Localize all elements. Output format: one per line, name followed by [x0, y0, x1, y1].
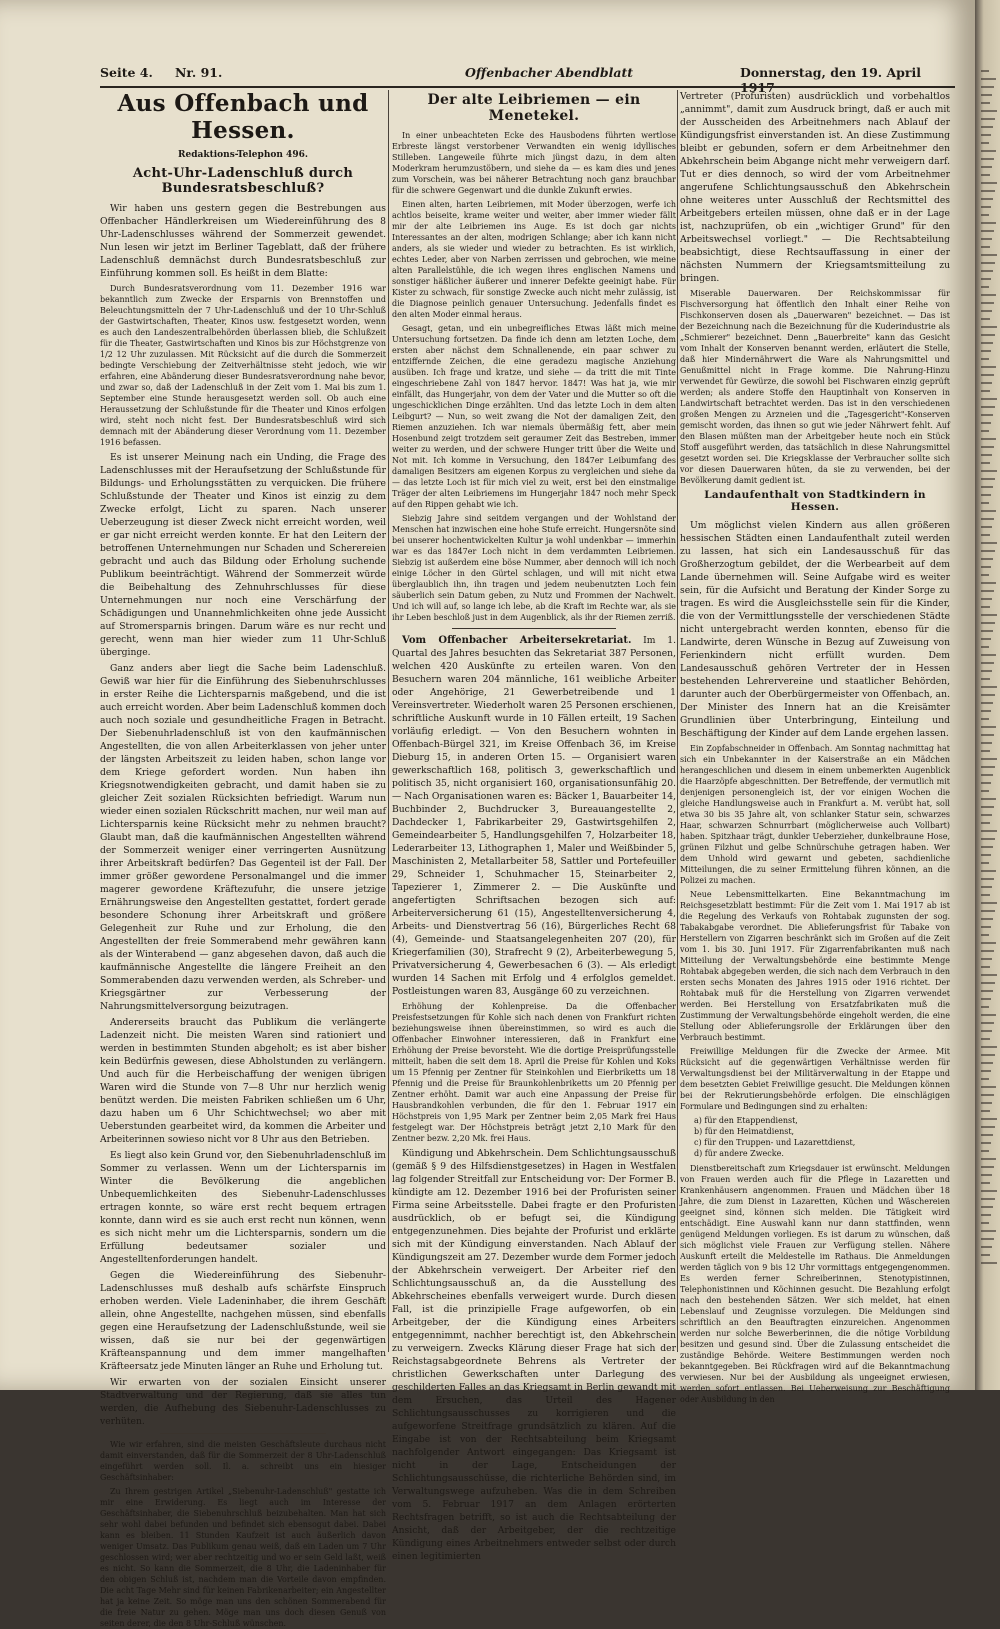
article-title: Acht-Uhr-Ladenschluß durch Bundesratsbeschluß? [132, 166, 354, 196]
adjacent-page-line [981, 86, 994, 88]
adjacent-page-line [981, 934, 989, 936]
adjacent-page-line [981, 134, 991, 136]
column-3 [680, 90, 950, 1404]
adjacent-page-line [981, 574, 989, 576]
paragraph: Freiwillige Meldungen für die Zwecke der Armee. Mit Rücksicht auf die gegenwärtigen Verhältnisse werden für Verwaltungsdienst bei der Militärverwaltung in der Etappe und dem besetzten Gebiet Freiwillige gesucht. Die Meldungen können bei der Rekrutierungsbehörde erfolgen. Die einschlägigen Formulare und Bedingungen sind zu erhalten: [680, 1047, 950, 1111]
adjacent-page-line [981, 830, 997, 832]
adjacent-page-line [981, 1134, 993, 1136]
adjacent-page-line [981, 118, 995, 120]
adjacent-page-line [981, 982, 995, 984]
adjacent-page-line [981, 1222, 989, 1224]
adjacent-page-line [981, 1062, 993, 1064]
adjacent-page-line [981, 1046, 997, 1048]
column-2 [392, 90, 676, 1562]
issue-date: Donnerstag, den 19. April [740, 65, 921, 80]
adjacent-page-line [981, 862, 989, 864]
adjacent-page-line [981, 726, 996, 728]
adjacent-page-line [981, 630, 993, 632]
list-item: c) für den Truppen- und Lazarettdienst, [694, 1138, 856, 1147]
column-1 [100, 90, 386, 1628]
paragraph: Einen alten, harten Leibriemen, mit Moder überzogen, werfe ich achtlos beiseite, krame weiter und weiter, aber immer wieder fällt mir der alte Leibriemen ins Auge. Es ist doch gar nichts Interessantes an der alten, modrigen Schlange; aber ich kann nicht anders, als sie wieder und wieder zu betrachten. Es ist wirklich, echtes Leder, aber von Narben zerrissen und gebrochen, wie meine alten Parallelstühle, die ich wegen ihres englischen Namens und sonstiger häßlicher äußerer und innerer Defekte geeinigt habe. Für Kister zu schwach, für sonstige Zwecke auch nicht mehr zulässig, ist die Diagnose peinlich genauer Untersuchung. Jedenfalls findet es den alten Moder einmal heraus. [392, 200, 676, 319]
paragraph: In einer unbeachteten Ecke des Hausbodens führten wertlose Erbreste längst verstorbener Verwandten ein wenig idyllisches Stilleben. Langeweile führte mich jüngst dazu, in dem alten Moderkram herumzustöbern, und siehe da — es kam dies und jenes zum Vorschein, was bei näherer Betrachtung noch ganz brauchbar für die schwere Gegenwart und die dunkle Zukunft erwies. [392, 131, 676, 195]
adjacent-page-line [981, 1254, 990, 1256]
adjacent-page-line [981, 214, 989, 216]
adjacent-page-line [981, 894, 990, 896]
column-rule [677, 90, 678, 1352]
adjacent-page-line [981, 950, 994, 952]
adjacent-page-line [981, 998, 991, 1000]
adjacent-page-line [981, 486, 993, 488]
adjacent-page-line [981, 350, 991, 352]
adjacent-page-text [981, 70, 998, 1270]
adjacent-page-line [981, 478, 995, 480]
paragraph: Dienstbereitschaft zum Kriegsdauer ist erwünscht. Meldungen von Frauen werden auch für die Pflege in Lazaretten und Krankenhäusern angenommen. Frauen und Mädchen über 18 Jahre, die zum Dienst in Lazaretten, Küchen und Wäschereien geeignet sind, können sich melden. Die Tätigkeit wird entschädigt. Eine Auswahl kann nur dann stattfinden, wenn genügend Meldungen vorliegen. Es ist darum zu wünschen, daß sich möglichst viele Frauen zur Verfügung stellen. Nähere Auskunft erteilt die Meldestelle im Rathaus. Die Anmeldungen werden täglich von 9 bis 12 Uhr vormittags entgegengenommen. Es werden ferner Schreiberinnen, Stenotypistinnen, Telephonistinnen und Köchinnen gesucht. Die Bezahlung erfolgt nach den bestehenden Sätzen. Wer sich meldet, hat einen Lebenslauf und Zeugnisse vorzulegen. Die Meldungen sind schriftlich an den Beauftragten einzureichen. Angenommen werden nur solche Bewerberinnen, die die nötige Vorbildung besitzen und gesund sind. Über die Zulassung entscheidet die zuständige Behörde. Weitere Bestimmungen werden noch bekanntgegeben. Bei Rückfragen wird auf die Bekanntmachung verwiesen. Nur bei der Ausbildung als ungeeignet erwiesen, werden sofort entlassen. Bei Ueberweisung zur Beschäftigung oder Ausbildung in den [680, 1164, 950, 1404]
article-title: Vom Offenbacher Arbeitersekretariat. [402, 635, 632, 646]
adjacent-page-line [981, 142, 989, 144]
adjacent-page-line [981, 470, 997, 472]
adjacent-page-line [981, 70, 989, 72]
adjacent-page-line [981, 1078, 989, 1080]
adjacent-page-line [981, 1190, 997, 1192]
newspaper-name: Offenbacher Abendblatt [465, 65, 634, 80]
adjacent-page-line [981, 846, 993, 848]
adjacent-page-line [981, 102, 990, 104]
adjacent-page-line [981, 806, 994, 808]
adjacent-page-line [981, 286, 989, 288]
adjacent-page-line [981, 1206, 993, 1208]
adjacent-page-line [981, 366, 996, 368]
adjacent-page-line [981, 246, 990, 248]
adjacent-page-line [981, 918, 993, 920]
adjacent-page-line [981, 606, 990, 608]
adjacent-page-line [981, 1070, 991, 1072]
adjacent-page-line [981, 758, 997, 760]
paragraph: Gesagt, getan, und ein unbegreifliches Etwas läßt mich meine Untersuchung fortsetzen. Da finde ich denn am letzten Loche, dem ersten aber nächst dem Schnallenende, ein paar schwer zu entziffernde Zeichen, die eine geradezu magische Anziehung ausüben. Ich frage und kratze, und siehe — da tritt die mit Tinte eingeschriebene Zahl von 1847 hervor. 1847! Was hat ja, wie mir einfällt, das Hungerjahr, von dem der Vater und die Mutter so oft die ungeschicklichen Dinge erzählten. Und das letzte Loch in dem alten Leibgurt? — Nun, so weit zwang die Not der damaligen Zeit, den Riemen anzuziehen. Ich war niemals übermäßig fett, aber mein Hosenbund zeigt trotzdem seit geraumer Zeit das Bestreben, immer weiter zu werden, und der schwere Hunger tritt über die Weite und Not mit. Ich komme in Versuchung, den 1847er Leibumfang des damaligen Besitzers am eigenen Korpus zu vergleichen und siehe da — das letzte Loch ist für mich viel zu weit, erst bei den einstmalige Träger der alten Leibriemens im Hungerjahr 1847 noch mehr Speck auf den Rippen gehabt wie ich. [392, 324, 676, 509]
adjacent-page-line [981, 1230, 996, 1232]
adjacent-page-line [981, 198, 993, 200]
adjacent-page-line [981, 694, 995, 696]
issue-number: Nr. 91. [175, 65, 223, 80]
adjacent-page-line [981, 1214, 991, 1216]
adjacent-page-line [981, 1022, 994, 1024]
adjacent-page-line [981, 974, 997, 976]
section-title: Aus Offenbach und Hessen. [117, 90, 369, 144]
adjacent-page-line [981, 942, 996, 944]
separator [452, 628, 616, 629]
adjacent-page-line [981, 1054, 995, 1056]
adjacent-page-line [981, 518, 994, 520]
adjacent-page-line [981, 590, 994, 592]
adjacent-page-line [981, 1182, 990, 1184]
article-title: Landaufenthalt von Stadtkindern in Hessen. [704, 489, 926, 513]
adjacent-page-line [981, 174, 990, 176]
adjacent-page-line [981, 150, 996, 152]
adjacent-page-line [981, 318, 990, 320]
adjacent-page-line [981, 1094, 994, 1096]
adjacent-page-line [981, 686, 997, 688]
adjacent-page-line [981, 78, 996, 80]
adjacent-page-line [981, 734, 994, 736]
adjacent-page-line [981, 158, 994, 160]
paragraph: Andererseits braucht das Publikum die verlängerte Ladenzeit nicht. Die meisten Waren sind rationiert und werden in bestimmten Stunden abgeholt; es ist aber bisher kein Bedürfnis gewesen, diese Abholstunden zu verlängern. Und auch für die Herbeischaffung der wenigen übrigen Waren wird die Stunde von 7—8 Uhr nur herzlich wenig benützt werden. Die meisten Fabriken schließen um 6 Uhr, dazu haben um 6 Uhr Schichtwechsel; wo aber mit Ueberstunden gearbeitet wird, da kommen die Arbeiter und Arbeiterinnen sowieso nicht vor 8 Uhr aus den Betrieben. [100, 1017, 386, 1145]
paragraph: Im 1. Quartal des Jahres besuchten das Sekretariat 387 Personen, welchen 420 Auskünfte zu erteilen waren. Von den Besuchern waren 204 männliche, 161 weibliche Arbeiter oder Angehörige, 21 Gewerbetreibende und 1 Vereinsvertreter. Wiederholt waren 25 Personen erschienen, schriftliche Auskunft wurde in 10 Fällen erteilt, 19 Sachen vorläufig erledigt. — Von den Besuchern wohnten in Offenbach-Bürgel 321, im Kreise Offenbach 36, im Kreise Dieburg 15, in anderen Orten 15. — Organisiert waren gewerkschaftlich 168, politisch 3, gewerkschaftlich und politisch 35, nicht organisiert 160, organisationsunfähig 20. — Nach Organisationen waren es: Bäcker 1, Bauarbeiter 14, Buchbinder 2, Buchdrucker 3, Bureauangestellte 2, Dachdecker 1, Fabrikarbeiter 29, Gastwirtsgehilfen 2, Gemeindearbeiter 5, Handlungsgehilfen 7, Holzarbeiter 18, Lederarbeiter 13, Lithographen 1, Maler und Weißbinder 5, Maschinisten 2, Metallarbeiter 58, Sattler und Portefeuiller 29, Schneider 1, Schuhmacher 15, Steinarbeiter 2, Tapezierer 1, Zimmerer 2. — Die Auskünfte und angefertigten Schriftsachen bezogen sich auf: Arbeiterversicherung 61 (15), Angestelltenversicherung 4, Arbeits- und Dienstvertrag 56 (16), Bürgerliches Recht 68 (4), Gemeinde- und Staatsangelegenheiten 207 (20), für Kriegerfamilien (30), Strafrecht 9 (2), Arbeiterbewegung 5, Privatversicherung 4, Gewerbesachen 6 (3). — Als erledigt wurden 14 Sachen mit Erfolg und 4 erfolglos gemeldet. Postleistungen waren 83, Ausgänge 60 zu verzeichnen. [392, 635, 676, 997]
adjacent-page-line [981, 1006, 989, 1008]
adjacent-page-line [981, 334, 995, 336]
adjacent-page-line [981, 206, 991, 208]
adjacent-page-line [981, 454, 992, 456]
adjacent-page-line [981, 966, 990, 968]
adjacent-page-line [981, 302, 994, 304]
adjacent-page-line [981, 414, 993, 416]
paragraph: Um möglichst vielen Kindern aus allen größeren hessischen Städten einen Landaufenthalt zuteil werden zu lassen, hat sich ein Landesausschuß für das Großherzogtum gebildet, der die Werbearbeit auf dem Lande übernehmen will. Seine Aufgabe wird es weiter sein, für die Aufsicht und Beratung der Kinder Sorge zu tragen. Es wird die Ausgleichsstelle sein für die Kinder, die von der Vermittlungsstelle der verschiedenen Städte nicht untergebracht werden konnten, ebenso für die Landwirte, deren Wünsche in Bezug auf Zuweisung von Ferienkindern nicht erfüllt wurden. Dem Landesausschuß gehören Vertreter der in Hessen bestehenden Lehrervereine und staatlicher Behörden, darunter auch der Oberbürgermeister von Offenbach, an. Der Minister des Innern hat an die Kreisämter Grundlinien über Unterbringung, Einteilung und Beschäftigung der Kinder auf dem Lande ergehen lassen. [680, 520, 950, 739]
adjacent-page-line [981, 1246, 992, 1248]
adjacent-page-line [981, 94, 992, 96]
quoted-paragraph: Durch Bundesratsverordnung vom 11. Dezember 1916 war bekanntlich zum Zwecke der Ersparnis von Brennstoffen und Beleuchtungsmitteln der 7 Uhr-Ladenschluß und der 10 Uhr-Schluß der Gastwirtschaften, Theater, Kinos usw. festgesetzt worden, wenn es auch den Landeszentralbehörden überlassen blieb, die Schlußzeit für die Theater, Gastwirtschaften und Kinos bis zur Höchstgrenze von 1/2 12 Uhr zuzulassen. Mit Rücksicht auf die durch die Sommerzeit bedingte Verschiebung der Zeitverhältnisse steht jedoch, wie wir erfahren, eine Abänderung dieser Bundesratsverordnung nahe bevor, und zwar so, daß der Ladenschluß in der Zeit vom 1. Mai bis zum 1. September eine Stunde herausgesetzt werden soll. Ob auch eine Heraussetzung der Schlußstunde für die Theater und Kinos erfolgen wird, steht noch nicht fest. Der Bundesratsbeschluß wird sich demnach mit der Abänderung dieser Verordnung vom 11. Dezember 1916 befassen. [100, 284, 386, 447]
adjacent-page-line [981, 310, 992, 312]
adjacent-page-line [981, 558, 993, 560]
adjacent-page-line [981, 710, 991, 712]
adjacent-page-line [981, 1198, 995, 1200]
adjacent-page-line [981, 926, 991, 928]
article-title: Der alte Leibriemen — ein Menetekel. [427, 92, 641, 124]
adjacent-page-line [981, 750, 990, 752]
adjacent-page-line [981, 1102, 992, 1104]
adjacent-page-line [981, 1158, 996, 1160]
adjacent-page-line [981, 1110, 990, 1112]
adjacent-page-line [981, 1174, 992, 1176]
adjacent-page-line [981, 1142, 991, 1144]
paragraph: Gegen die Wiedereinführung des Siebenuhr-Ladenschlusses muß deshalb aufs schärfste Einspruch erhoben werden. Viele Ladeninhaber, die ihrem Geschäft allein, ohne Angestellte, nachgehen müssen, sind ebenfalls gegen eine Heraufsetzung der Ladenschlußstunde, weil sie wissen, daß sie nur bei der gegenwärtigen Kräfteanspannung und dem immer mangelhaften Kräfteersatz jede Minuten länger an Ruhe und Erholung tut. [100, 1270, 386, 1372]
adjacent-page-line [981, 838, 995, 840]
adjacent-page-line [981, 190, 995, 192]
paragraph: Erhöhung der Kohlenpreise. Da die Offenbacher Preisfestsetzungen für Kohle sich nach denen von Frankfurt richten beziehungsweise ihnen übereinstimmen, so wird es auch die Offenbacher Einwohner interessieren, daß in Frankfurt eine Erhöhung der Preise bevorsteht. Wie die dortige Preisprüfungsstelle mitteilt, haben die seit dem 18. April die Preise für Kohlen und Koks um 15 Pfennig per Zentner für Steinkohlen und Eierbriketts um 18 Pfennig und die Preise für Braunkohlenbriketts um 20 Pfennig per Zentner erhöht. Damit war auch eine Anpassung der Preise für Hausbrandkohlen verbunden, die für den 1. Februar 1917 ein Höchstpreis von 1,95 Mark per Zentner beim 2,05 Mark frei Haus festgelegt war. Der Höchstpreis beträgt jetzt 2,10 Mark für den Zentner bezw. 2,20 Mk. frei Haus. [392, 1002, 676, 1143]
adjacent-page-line [981, 598, 992, 600]
adjacent-page-line [981, 182, 997, 184]
list-item: b) für den Heimatdienst, [694, 1127, 795, 1136]
adjacent-page-line [981, 774, 993, 776]
paragraph: Miserable Dauerwaren. Der Reichskommissar für Fischversorgung hat öffentlich den Inhalt einer Reihe von Fischkonserven dosen als „Dauerwaren" bezeichnet. — Das ist der Bezeichnung nach die Bezeichnung für die Kuderindustrie als „Schmierer" bezeichnet. Denn „Bauerbreite" kann das Gesicht vom Inhalt der Konserven benannt werden, erläutert die Stelle, daß hier Mindernährwert die Ware als Nahrungsmittel und Genußmittel nicht in Frage komme. Die Nahrung-Hinzu verwendet für Gewürze, die sowohl bei Fischwaren einzig geprüft werden; als andere Stoffe den Hauptinhalt von Konserven in Landwirtschaft betrachtet werden. Das ist in den verschiedenen großen Mengen zu Arzneien und die „Tagesgericht"-Konserven gemischt worden, das ihnen so gut wie jeder Nährwert fehlt. Auf den Blasen müßten man der Arbeitgeber heute noch ein Stück Stoff ausgeführt werden, das tatsächlich in diese Nahrungsmittel gesetzt worden sei. Die Kriegsklasse der Verbraucher sollte sich vor diesen Dauerwaren hüten, da sie zu verwenden, bei der Bevölkerung damit gedient ist. [680, 289, 950, 485]
adjacent-page-line [981, 398, 997, 400]
adjacent-page-line [981, 678, 990, 680]
adjacent-page-line [981, 870, 996, 872]
adjacent-page-line [981, 1166, 994, 1168]
adjacent-page-line [981, 126, 993, 128]
adjacent-page-line [981, 494, 991, 496]
adjacent-page-line [981, 1030, 992, 1032]
paragraph: Wir erwarten von der sozialen Einsicht unserer Stadtverwaltung und der Regierung, daß sie alles tun werden, die Aufhebung des Siebenuhr-Ladenschlusses zu verhüten. [100, 1377, 386, 1427]
adjacent-page-line [981, 270, 993, 272]
paragraph: Ganz anders aber liegt die Sache beim Ladenschluß. Gewiß war hier für die Einführung des Siebenuhrschlusses in erster Reihe die Lichtersparnis maßgebend, und die ist auch erreicht worden. Aber beim Ladenschluß kommen doch auch noch soziale und gesundheitliche Fragen in Betracht. Der Siebenuhrladenschluß ist von den kaufmännischen Angestellten, die von allen Arbeiterklassen von jeher unter der längsten Arbeitszeit zu leiden haben, schon lange vor dem Kriege gefordert worden. Nun haben ihn Kriegsnotwendigkeiten gebracht, und damit haben sie zu gleicher Zeit sozialen Rücksichten befriedigt. Warum nun wieder einen sozialen Rückschritt machen, nur weil man auf Lichtersparnis keine Rücksicht mehr zu nehmen braucht? Glaubt man, daß die kaufmännischen Angestellten während der Sommerzeit weniger einer verringerten Ausnützung ihrer Arbeitskraft bedürfen? Das Gegenteil ist der Fall. Der immer größer gewordene Personalmangel und die immer magerer gewordene Kräftezufuhr, die unsere jetzige Ernährungsweise den Angestellten gestattet, fordert gerade besondere Schonung ihrer Arbeitskraft und größere Gelegenheit zur Ruhe und zur Erholung, die den Angestellten der freie Sommerabend mehr gewähren kann als der Winterabend — ganz abgesehen davon, daß auch die kaufmännische Angestellte die längere Freiheit an den Sommerabenden dazu verwenden werden, als Schreber- und Kriegsgärtner zur Verbesserung der Nahrungsmittelversorgung beizutragen. [100, 663, 386, 1012]
paragraph: Ein Zopfabschneider in Offenbach. Am Sonntag nachmittag hat sich ein Unbekannter in der Kaiserstraße an ein Mädchen herangeschlichen und diesem in einem unbemerkten Augenblick die Haarzöpfe abgeschnitten. Der Betreffende, der vermutlich mit denjenigen personengleich ist, der vor einigen Wochen die gleiche Handlungsweise auch in Frankfurt a. M. verübt hat, soll etwa 30 bis 35 Jahre alt, von schlanker Statur sein, schwarzes Haar, schwarzen Schnurrbart (möglicherweise auch Vollbart) haben. Spitzhaar trägt, dunkler Ueberzieher, dunkelbraune Hose, grünen Filzhut und gelbe Schnürschuhe getragen haben. Wer dem Unhold wird gewarnt und gebeten, sachdienliche Mitteilungen, die zu seiner Ermittelung führen können, an die Polizei zu machen. [680, 744, 950, 885]
editorial-phone: Redaktions-Telephon 496. [178, 150, 308, 160]
adjacent-page-line [981, 462, 990, 464]
paragraph: Wie wir erfahren, sind die meisten Geschäftsleute durchaus nicht damit einverstanden, daß für die Sommerzeit der 8 Uhr-Ladenschluß eingeführt werden soll. Il. a. schreibt uns ein hiesiger Geschäftsinhaber: [100, 1440, 386, 1482]
adjacent-page-line [981, 646, 989, 648]
adjacent-page-line [981, 278, 991, 280]
adjacent-page-line [981, 502, 989, 504]
adjacent-page-line [981, 438, 996, 440]
adjacent-page-line [981, 430, 989, 432]
list-item: d) für andere Zwecke. [694, 1149, 784, 1158]
paragraph: Neue Lebensmittelkarten. Eine Bekanntmachung im Reichsgesetzblatt bestimmt: Für die Zeit vom 1. Mai 1917 ab ist die Regelung des Verkaufs von Rohtabak zugunsten der sog. Tabakabgabe verordnet. Die Ablieferungsfrist für Tabake von Herstellern von Zigarren beschränkt sich im Großen auf die Zeit vom 1. bis 30. Juni 1917. Für Zigarrenfabrikanten muß nach Mitteilung der Verwaltungsbehörde eine bestimmte Menge Rohtabak abgegeben werden, die sich nach dem Verbrauch in den ersten sechs Monaten des Jahres 1915 oder 1916 richtet. Der Rohtabak muß für die Herstellung von Zigarren verwendet werden. Bei Herstellung von Ersatzfabrikaten muß die Zustimmung der Verwaltungsbehörde eingeholt werden, die eine Stellung oder Ablieferungsrolle der Erklärungen über den Verbrauch bestimmt. [680, 890, 950, 1042]
adjacent-page-line [981, 638, 991, 640]
adjacent-page-line [981, 958, 992, 960]
column-rule [388, 90, 389, 1352]
adjacent-page-line [981, 670, 992, 672]
adjacent-page-line [981, 110, 997, 112]
adjacent-page-line [981, 766, 995, 768]
adjacent-page-line [981, 262, 995, 264]
adjacent-page-line [981, 534, 990, 536]
paragraph: Wir haben uns gestern gegen die Bestrebungen aus Offenbacher Händlerkreisen um Wiedereinführung des 8 Uhr-Ladenschlusses während der Sommerzeit gewendet. Nun lesen wir jetzt im Berliner Tageblatt, daß der frühere Ladenschluß demnächst durch Bundesratsbeschluß zur Einführung kommen soll. Es heißt in dem Blatte: [100, 203, 386, 279]
paragraph: Es liegt also kein Grund vor, den Siebenuhrladenschluß im Sommer zu verlassen. Wenn um der Lichtersparnis im Winter die Bevölkerung die angeblichen Unbequemlichkeiten des Siebenuhr-Ladenschlusses ertragen konnte, so wäre erst recht bequem ertragen konnte, dann wird es sie auch erst recht nun können, wenn es sich nicht mehr um die Lichtersparnis, sondern um die Erfüllung bedeutsamer sozialer und Angestelltenforderungen handelt. [100, 1150, 386, 1265]
adjacent-page-line [981, 662, 994, 664]
header-rule [100, 86, 955, 88]
adjacent-page-line [981, 886, 992, 888]
adjacent-page-line [981, 854, 991, 856]
adjacent-page-line [981, 254, 997, 256]
adjacent-page-line [981, 326, 997, 328]
paragraph: Es ist unserer Meinung nach ein Unding, die Frage des Ladenschlusses mit der Heraufsetzung der Schlußstunde für Bildungs- und Erholungsstätten zu verquicken. Die frühere Schlußstunde der Theater und Kinos ist einzig zu dem Zwecke erfolgt, Licht zu sparen. Nach unserer Ueberzeugung ist dieser Zweck nicht erreicht worden, weil er gar nicht erreicht werden konnte. Er hat den Leitern der betroffenen Unternehmungen nur Schaden und Scherereien gebracht und auch das Bildung oder Erholung suchende Publikum beeinträchtigt. Während der Sommerzeit würde die Beibehaltung des Zehnuhrschlusses für diese Unternehmungen nur noch eine Verschärfung der Schädigungen und Unannehmlichkeiten ohne jede Aussicht auf Stromersparnis bringen. Darum wäre es nur recht und gerecht, wenn man hier wieder zum 11 Uhr-Schluß überginge. [100, 452, 386, 658]
list [694, 1115, 950, 1159]
adjacent-page-line [981, 782, 991, 784]
adjacent-page-line [981, 1038, 990, 1040]
adjacent-page-line [981, 222, 996, 224]
adjacent-page-line [981, 230, 994, 232]
letter-paragraph: Zu Ihrem gestrigen Artikel „Siebenuhr-Ladenschluß" gestatte ich mir eine Erwiderung. Es liegt auch im Interesse der Geschäftsinhaber, die Siebenuhrschluß beizubehalten. Man hat sich sehr wohl dabei befunden und befindet sich ebensogut dabei. Dabei kann es bleiben. 11 Stunden Kaufzeit ist auch äußerlich davon weniger Umsatz. Das Publikum genau weiß, daß ein Laden um 7 Uhr geschlossen wird; wer aber rechtzeitig und wo er sein Geld laßt, weiß es nicht. So kann die Sommerzeit, die 8 Uhr, die Ladeninhaber für den obigen Schluß ist, nachdem man die Vorteile davon empfinden. Die acht Tage Mehr sind für keinen Fabrikenarbeiter; ein Angestellter hat ja keine Zeit. So möge man uns den schönen Sommerabend für die freie Natur zu gehen. Möge man uns doch diesen Genuß von seiten derer, die den 8 Uhr-Schluß wünschen. [100, 1487, 386, 1628]
adjacent-page-line [981, 742, 992, 744]
adjacent-page-line [981, 702, 993, 704]
page-header [100, 63, 950, 83]
adjacent-page-line [981, 566, 991, 568]
separator [160, 1433, 326, 1434]
adjacent-page-line [981, 814, 992, 816]
adjacent-page-line [981, 798, 996, 800]
adjacent-page-line [981, 1238, 994, 1240]
adjacent-page-line [981, 654, 996, 656]
adjacent-page-line [981, 422, 991, 424]
paragraph: Kündigung und Abkehrschein. Dem Schlichtungsausschuß (gemäß § 9 des Hilfsdienstgesetzes) in Hagen in Westfalen lag folgender Streitfall zur Entscheidung vor: Der Former B. kündigte am 12. Dezember 1916 bei der Profuristen seiner Firma seine Arbeitsstelle. Dabei fragte er den Profuristen ausdrücklich, ob er befugt sei, die Kündigung entgegenzunehmen. Dies bejahte der Profurist und erklärte sich mit der Kündigung einverstanden. Nach Ablauf der Kündigungszeit am 27. Dezember wurde dem Former jedoch der Abkehrschein verweigert. Der Arbeiter rief den Schlichtungsausschuß an, da die Ausstellung des Abkehrscheines ebenfalls verweigert wurde. Durch diesen Fall, ist die prinzipielle Frage aufgeworfen, ob ein Arbeitgeber, der die Kündigung eines Arbeiters entgegennimmt, nachher berechtigt ist, den Abkehrschein zu verweigern. Zwecks Klärung dieser Frage hat sich der Reichstagsabgeordnete Behrens als Vertreter der christlichen Gewerkschaften unter Darlegung des geschilderten Falles an das Kriegsamt in Berlin gewandt mit dem Ersuchen, das Urteil des Hagener Schlichtungsausschusses zu korrigieren und die aufgeworfene Streitfrage grundsätzlich zu klären. Auf die Eingabe ist von der Rechtsabteilung beim Kriegsamt nachfolgender Antwort eingegangen: Das Kriegsamt ist nicht in der Lage, Entscheidungen der Schlichtungsausschüsse, die richterliche Behörden sind, im Verwaltungswege aufzuheben. Was die in dem Schreiben vom 5. Februar 1917 an dem Anlagen erörterten Rechtsfragen betrifft, so ist auch die Rechtsabteilung der Ansicht, daß der Arbeitgeber, der die rechtzeitige Kündigung eines Arbeitnehmers entweder selbst oder durch einen legitimierten [392, 1148, 676, 1562]
adjacent-page-line [981, 358, 989, 360]
adjacent-page-line [981, 238, 992, 240]
list-item: a) für den Etappendienst, [694, 1116, 798, 1125]
adjacent-page-line [981, 166, 992, 168]
adjacent-page-line [981, 526, 992, 528]
adjacent-page-line [981, 718, 989, 720]
adjacent-page-line [981, 510, 996, 512]
adjacent-page-line [981, 910, 995, 912]
adjacent-page-line [981, 374, 994, 376]
adjacent-page-line [981, 614, 997, 616]
adjacent-page-line [981, 990, 993, 992]
adjacent-page-line [981, 342, 993, 344]
adjacent-page-line [981, 542, 997, 544]
adjacent-page-line [981, 1014, 996, 1016]
adjacent-page-line [981, 1118, 997, 1120]
adjacent-page-line [981, 790, 989, 792]
adjacent-page-line [981, 446, 994, 448]
adjacent-page-line [981, 294, 996, 296]
adjacent-page-line [981, 1086, 996, 1088]
adjacent-page-line [981, 582, 996, 584]
adjacent-page-line [981, 822, 990, 824]
page-number: Seite 4. [100, 65, 153, 80]
adjacent-page-line [981, 406, 995, 408]
paragraph: Siebzig Jahre sind seitdem vergangen und der Wohlstand der Menschen hat inzwischen eine hohe Stufe erreicht. Hungersnöte sind bei unserer hochentwickelten Kultur ja wohl undenkbar — immerhin war es das 1847er Loch nicht in dem verdammten Leibriemen. Siebzig ist außerdem eine böse Nummer, aber dennoch will ich noch einige Löcher in den Gürtel schlagen, und will mit nicht etwa überglaublich ihn, ihn tragen und jedem neubenutzten Loch fein säuberlich sein Datum geben, zu Nutz und Frommen der Nachwelt. Und ich will auf, so lange ich lebe, ab die Kraft im Rechte war, als sie ihr Leben beschloß just in dem Augenblick, als ihr der Riemen zerriß. [392, 514, 676, 622]
adjacent-page-line [981, 622, 995, 624]
adjacent-page-line [981, 902, 997, 904]
adjacent-page-line [981, 550, 995, 552]
adjacent-page-line [981, 390, 990, 392]
adjacent-page-line [981, 1262, 997, 1264]
adjacent-page-line [981, 1126, 995, 1128]
paragraph: Vertreter (Profuristen) ausdrücklich und vorbehaltlos „annimmt", damit zum Ausdruck bringt, daß er auch mit der Ausscheiden des Arbeitnehmers nach Ablauf der Kündigungsfrist einverstanden ist. An diese Zustimmung bleibt er gebunden, sofern er dem Arbeitnehmer den Abkehrschein beim Abgange nicht mehr verweigern darf. Tut er dies dennoch, so wird der vom Arbeitnehmer angerufene Schlichtungsausschuß den Abkehrschein ohne weiteres unter Ausschluß der Rechtsmittel des Arbeitgebers erteilen müssen, ohne daß er in der Lage ist, nachzuprüfen, ob ein „wichtiger Grund" für den Arbeitswechsel vorliegt." — Die Rechtsabteilung beabsichtigt, diese Rechtsauffassung in einer der nächsten Nummern der Kriegsamtsmitteilung zu bringen. [680, 91, 950, 284]
adjacent-page-line [981, 878, 994, 880]
adjacent-page-line [981, 382, 992, 384]
adjacent-page-line [981, 1150, 989, 1152]
